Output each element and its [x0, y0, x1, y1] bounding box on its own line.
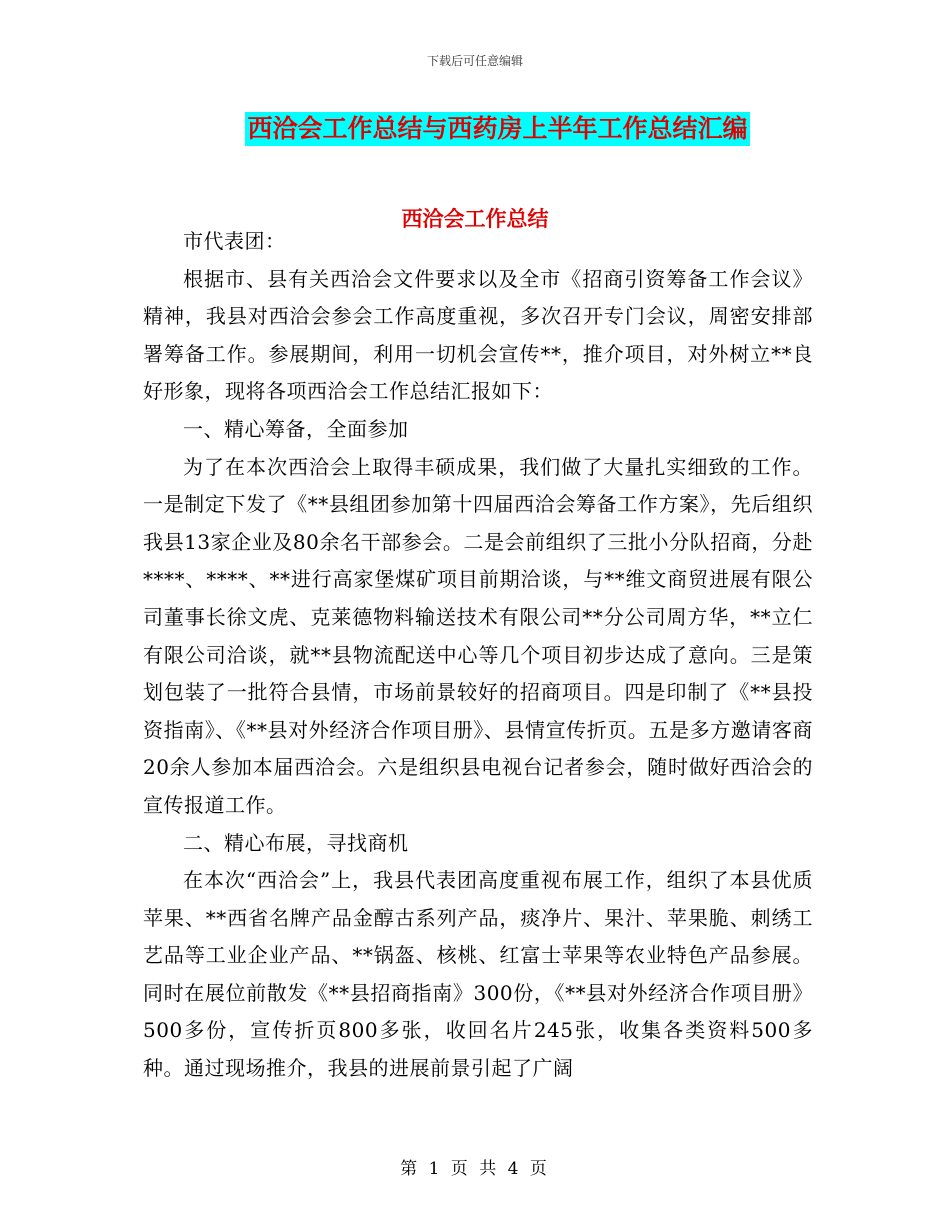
header-note: 下载后可任意编辑 [426, 54, 523, 68]
body-text [143, 223, 813, 1088]
main-title: 西洽会工作总结与西药房上半年工作总结汇编 [245, 112, 749, 146]
section-title: 西洽会工作总结 [401, 207, 549, 231]
body-paragraph: 在本次“西洽会”上，我县代表团高度重视布展工作，组织了本县优质苹果、**西省名牌产品金醇古系列产品，痰净片、果汁、苹果脆、刺绣工艺品等工业企业产品、**锅盔、核桃、红富士苹果等农业特色产品参展。同时在展位前散发《**县招商指南》300份，《**县对外经济合作项目册》500多份，宣传折页800多张，收回名片245张，收集各类资料500多种。通过现场推介，我县的进展前景引起了广阔 [143, 868, 813, 1081]
salutation-paragraph: 市代表团： [183, 229, 286, 253]
main-title-container [0, 112, 950, 146]
body-paragraph: 为了在本次西洽会上取得丰硕成果，我们做了大量扎实细致的工作。一是制定下发了《**县组团参加第十四届西洽会筹备工作方案》，先后组织我县13家企业及80余名干部参会。二是会前组织了三批小分队招商，分赴****、****、**进行高家堡煤矿项目前期洽谈，与**维文商贸进展有限公司董事长徐文虎、克莱德物料输送技术有限公司**分公司周方华，**立仁有限公司洽谈，就**县物流配送中心等几个项目初步达成了意向。三是策划包装了一批符合县情，市场前景较好的招商项目。四是印制了《**县投资指南》、《**县对外经济合作项目册》、县情宣传折页。五是多方邀请客商20余人参加本届西洽会。六是组织县电视台记者参会，随时做好西洽会的宣传报道工作。 [143, 454, 813, 817]
intro-paragraph: 根据市、县有关西洽会文件要求以及全市《招商引资筹备工作会议》精神，我县对西洽会参会工作高度重视，多次召开专门会议，周密安排部署筹备工作。参展期间，利用一切机会宣传**，推介项目，对外树立**良好形象，现将各项西洽会工作总结汇报如下： [143, 266, 813, 404]
page-footer: 第 1 页 共 4 页 [400, 1159, 550, 1179]
heading-two: 二、精心布展，寻找商机 [183, 830, 409, 855]
heading-one: 一、精心筹备，全面参加 [183, 416, 409, 441]
